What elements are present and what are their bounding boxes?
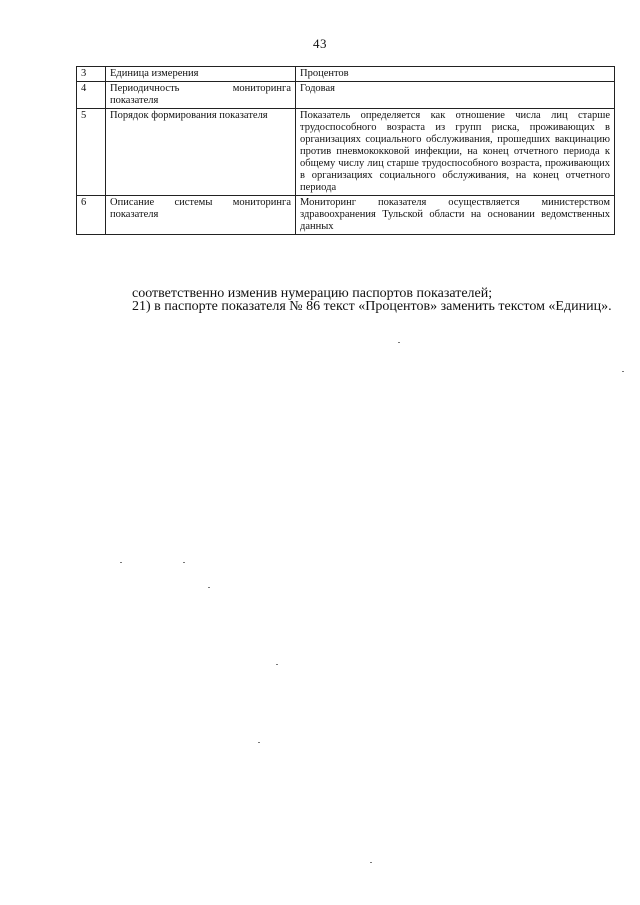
scan-speck (258, 742, 260, 743)
row-value: Годовая (296, 82, 615, 109)
page-number: 43 (313, 36, 327, 51)
scan-speck (208, 587, 210, 588)
indicator-passport-table (76, 66, 615, 235)
paragraph-amendment-21: 21) в паспорте показателя № 86 текст «Процентов» заменить текстом «Единиц». (132, 299, 612, 314)
row-number: 5 (77, 109, 106, 196)
row-number: 3 (77, 67, 106, 82)
scan-speck (120, 562, 122, 563)
row-number: 6 (77, 196, 106, 235)
scan-speck (276, 664, 278, 665)
row-name: Порядок формирования показателя (106, 109, 296, 196)
row-value: Процентов (296, 67, 615, 82)
table-row (77, 109, 615, 196)
scan-speck (398, 342, 400, 343)
table-row (77, 82, 615, 109)
row-value: Показатель определяется как отношение числа лиц старше трудоспособного возраста из групп риска, проживающих в организациях социального обслуживания, прошедших вакцинацию против пневмококковой инфекции, на конец отчетного периода к общему числу лиц старше трудоспособного возраста, проживающих в организациях социального обслуживания, на конец отчетного периода (296, 109, 615, 196)
row-name: Единица измерения (106, 67, 296, 82)
row-name: Периодичность мониторинга показателя (106, 82, 296, 109)
scan-speck (622, 371, 624, 372)
row-value: Мониторинг показателя осуществляется министерством здравоохранения Тульской области на основании ведомственных данных (296, 196, 615, 235)
paragraph-renumbering: соответственно изменив нумерацию паспортов показателей; (132, 286, 493, 301)
scan-speck (183, 562, 185, 563)
scan-speck (370, 862, 372, 863)
table-row (77, 196, 615, 235)
row-number: 4 (77, 82, 106, 109)
table-row (77, 67, 615, 82)
row-name: Описание системы мониторинга показателя (106, 196, 296, 235)
